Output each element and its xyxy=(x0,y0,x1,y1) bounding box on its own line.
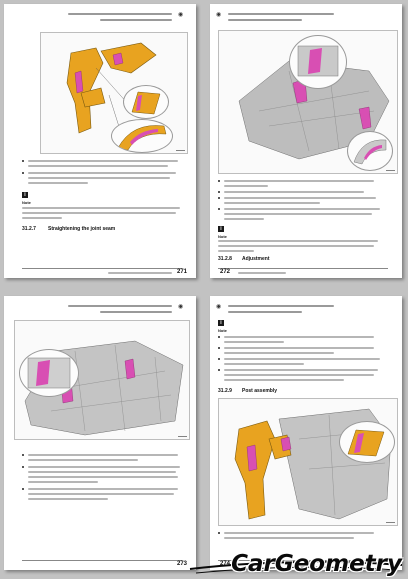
text-line xyxy=(28,177,170,179)
list-bullet xyxy=(218,532,220,534)
text-line xyxy=(224,347,374,349)
detail-callout-2 xyxy=(111,119,173,153)
text-line xyxy=(224,369,378,371)
text-line xyxy=(224,374,374,376)
page-header-line-1 xyxy=(228,305,334,307)
text-line xyxy=(224,218,264,220)
list-bullet xyxy=(218,369,220,371)
footer-rule xyxy=(22,560,182,561)
text-line xyxy=(218,245,374,247)
text-line xyxy=(224,358,380,360)
text-line xyxy=(28,165,168,167)
text-line xyxy=(218,240,378,242)
text-line xyxy=(224,197,376,199)
figure-code: ▬▬▬ xyxy=(176,148,185,152)
text-line xyxy=(224,336,374,338)
text-line xyxy=(22,207,180,209)
note-info-icon: i xyxy=(218,320,224,326)
page-header-line-1 xyxy=(68,305,172,307)
text-line xyxy=(22,217,62,219)
vehicle-body-figure xyxy=(14,320,190,440)
text-line xyxy=(28,481,98,483)
vehicle-body-figure xyxy=(218,30,398,174)
text-line xyxy=(224,341,284,343)
page-number: 272 xyxy=(220,269,231,275)
text-line xyxy=(224,191,364,193)
text-line xyxy=(224,208,380,210)
text-line xyxy=(22,212,176,214)
section-title: Straightening the joint seam xyxy=(48,226,116,232)
footer-chapter-text xyxy=(108,272,172,274)
text-line xyxy=(224,379,344,381)
list-bullet xyxy=(22,488,24,490)
section-number: 31.2.9 xyxy=(218,388,232,394)
note-label: Note xyxy=(218,234,227,239)
exploded-view-figure xyxy=(40,32,188,154)
list-bullet xyxy=(218,191,220,193)
text-line xyxy=(28,160,178,162)
detail-callout-1 xyxy=(289,35,347,89)
text-line xyxy=(28,172,176,174)
note-label: Note xyxy=(22,200,31,205)
section-title: Adjustment xyxy=(242,256,270,262)
text-line xyxy=(28,488,178,490)
text-line xyxy=(28,476,178,478)
assembly-figure xyxy=(218,398,398,526)
text-line xyxy=(28,471,176,473)
text-line xyxy=(224,180,374,182)
watermark-text: CarGeometry xyxy=(231,551,402,577)
page-header-line-2 xyxy=(228,19,302,21)
list-bullet xyxy=(22,466,24,468)
text-line xyxy=(224,363,304,365)
text-line xyxy=(224,185,268,187)
footer-chapter-text xyxy=(238,272,286,274)
text-line xyxy=(218,250,254,252)
page-header-line-2 xyxy=(228,311,302,313)
text-line xyxy=(28,459,138,461)
page-header-line-1 xyxy=(68,13,172,15)
page-number: 273 xyxy=(177,561,188,567)
footer-rule xyxy=(22,268,182,269)
text-line xyxy=(28,498,108,500)
manual-page-272 xyxy=(210,4,402,278)
text-line xyxy=(224,352,334,354)
page-number: 274 xyxy=(220,561,231,567)
note-info-icon: i xyxy=(218,226,224,232)
text-line xyxy=(28,454,178,456)
figure-code: ▬▬▬ xyxy=(386,168,395,172)
list-bullet xyxy=(218,347,220,349)
manufacturer-logo-icon: ◉ xyxy=(216,304,221,310)
list-bullet xyxy=(218,197,220,199)
figure-code: ▬▬▬ xyxy=(386,520,395,524)
figure-code: ▬▬▬ xyxy=(178,434,187,438)
manufacturer-logo-icon: ◉ xyxy=(216,12,221,18)
list-bullet xyxy=(218,208,220,210)
list-bullet xyxy=(22,454,24,456)
detail-callout-1 xyxy=(339,421,395,463)
list-bullet xyxy=(218,336,220,338)
manual-page-271 xyxy=(4,4,196,278)
page-number: 271 xyxy=(177,269,188,275)
section-title: Post assembly xyxy=(242,388,278,394)
manufacturer-logo-icon: ◉ xyxy=(178,12,183,18)
page-header-line-2 xyxy=(100,19,172,21)
list-bullet xyxy=(218,358,220,360)
text-line xyxy=(224,532,374,534)
text-line xyxy=(28,493,174,495)
manual-page-273 xyxy=(4,296,196,570)
detail-callout-1 xyxy=(123,85,169,119)
manual-page-274 xyxy=(210,296,402,570)
section-number: 31.2.8 xyxy=(218,256,232,262)
detail-callout-1 xyxy=(19,349,79,397)
detail-callout-2 xyxy=(347,131,393,171)
footer-rule xyxy=(218,268,388,269)
text-line xyxy=(28,182,88,184)
text-line xyxy=(224,213,372,215)
text-line xyxy=(28,466,180,468)
note-label: Note xyxy=(218,328,227,333)
page-header-line-1 xyxy=(228,13,334,15)
section-number: 31.2.7 xyxy=(22,226,36,232)
list-bullet xyxy=(218,180,220,182)
page-header-line-2 xyxy=(100,311,172,313)
list-bullet xyxy=(22,172,24,174)
note-info-icon: i xyxy=(22,192,28,198)
list-bullet xyxy=(22,160,24,162)
manufacturer-logo-icon: ◉ xyxy=(178,304,183,310)
text-line xyxy=(224,202,320,204)
